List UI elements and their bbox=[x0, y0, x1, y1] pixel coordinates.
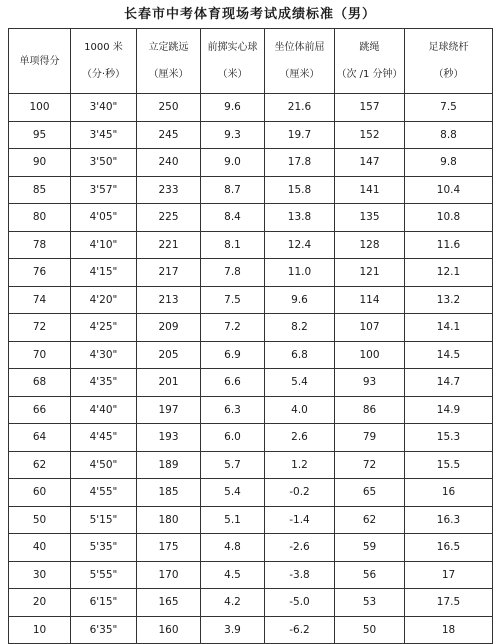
cell-score: 68 bbox=[9, 369, 71, 397]
table-row bbox=[9, 149, 493, 177]
header-sit-and-reach bbox=[265, 29, 335, 94]
header-score bbox=[9, 29, 71, 94]
header-rope-skipping-label: 跳绳 bbox=[359, 42, 380, 53]
header-1000m-unit: （分·秒） bbox=[81, 69, 126, 80]
table-row bbox=[9, 589, 493, 617]
table-row bbox=[9, 286, 493, 314]
cell-sit-and-reach: 19.7 bbox=[265, 121, 335, 149]
cell-medicine-ball: 3.9 bbox=[201, 616, 265, 644]
cell-sit-and-reach: 9.6 bbox=[265, 286, 335, 314]
cell-sit-and-reach: 11.0 bbox=[265, 259, 335, 287]
cell-standing-long-jump: 197 bbox=[137, 396, 201, 424]
cell-sit-and-reach: -3.8 bbox=[265, 561, 335, 589]
cell-1000m: 4'20" bbox=[71, 286, 137, 314]
header-standing-long-jump-unit: （厘米） bbox=[148, 69, 189, 80]
cell-score: 76 bbox=[9, 259, 71, 287]
cell-score: 64 bbox=[9, 424, 71, 452]
cell-sit-and-reach: -5.0 bbox=[265, 589, 335, 617]
cell-football-dribble: 17.5 bbox=[405, 589, 493, 617]
cell-medicine-ball: 7.5 bbox=[201, 286, 265, 314]
cell-sit-and-reach: 21.6 bbox=[265, 94, 335, 122]
cell-football-dribble: 13.2 bbox=[405, 286, 493, 314]
cell-rope-skipping: 152 bbox=[335, 121, 405, 149]
cell-1000m: 4'35" bbox=[71, 369, 137, 397]
cell-1000m: 5'35" bbox=[71, 534, 137, 562]
cell-score: 70 bbox=[9, 341, 71, 369]
cell-score: 74 bbox=[9, 286, 71, 314]
cell-rope-skipping: 59 bbox=[335, 534, 405, 562]
cell-football-dribble: 8.8 bbox=[405, 121, 493, 149]
cell-score: 72 bbox=[9, 314, 71, 342]
cell-standing-long-jump: 209 bbox=[137, 314, 201, 342]
cell-score: 62 bbox=[9, 451, 71, 479]
cell-rope-skipping: 62 bbox=[335, 506, 405, 534]
cell-medicine-ball: 9.3 bbox=[201, 121, 265, 149]
cell-rope-skipping: 56 bbox=[335, 561, 405, 589]
header-football-dribble-unit: （秒） bbox=[433, 69, 464, 80]
cell-score: 100 bbox=[9, 94, 71, 122]
cell-rope-skipping: 79 bbox=[335, 424, 405, 452]
cell-1000m: 5'15" bbox=[71, 506, 137, 534]
cell-1000m: 4'25" bbox=[71, 314, 137, 342]
cell-score: 95 bbox=[9, 121, 71, 149]
cell-medicine-ball: 5.7 bbox=[201, 451, 265, 479]
cell-sit-and-reach: 15.8 bbox=[265, 176, 335, 204]
cell-medicine-ball: 6.0 bbox=[201, 424, 265, 452]
table-row bbox=[9, 314, 493, 342]
header-standing-long-jump bbox=[137, 29, 201, 94]
cell-football-dribble: 14.9 bbox=[405, 396, 493, 424]
header-sit-and-reach-unit: （厘米） bbox=[279, 69, 320, 80]
cell-standing-long-jump: 180 bbox=[137, 506, 201, 534]
header-rope-skipping bbox=[335, 29, 405, 94]
cell-1000m: 6'15" bbox=[71, 589, 137, 617]
table-row bbox=[9, 616, 493, 644]
cell-football-dribble: 17 bbox=[405, 561, 493, 589]
cell-standing-long-jump: 175 bbox=[137, 534, 201, 562]
table-row bbox=[9, 121, 493, 149]
cell-1000m: 3'40" bbox=[71, 94, 137, 122]
cell-football-dribble: 9.8 bbox=[405, 149, 493, 177]
score-standards-table bbox=[8, 28, 493, 644]
cell-1000m: 4'40" bbox=[71, 396, 137, 424]
cell-medicine-ball: 4.2 bbox=[201, 589, 265, 617]
header-medicine-ball-label: 前掷实心球 bbox=[207, 42, 258, 53]
cell-score: 90 bbox=[9, 149, 71, 177]
header-medicine-ball-unit: （米） bbox=[217, 69, 248, 80]
cell-1000m: 5'55" bbox=[71, 561, 137, 589]
cell-score: 66 bbox=[9, 396, 71, 424]
cell-score: 60 bbox=[9, 479, 71, 507]
cell-score: 10 bbox=[9, 616, 71, 644]
cell-football-dribble: 15.5 bbox=[405, 451, 493, 479]
cell-football-dribble: 14.5 bbox=[405, 341, 493, 369]
cell-standing-long-jump: 213 bbox=[137, 286, 201, 314]
cell-sit-and-reach: -0.2 bbox=[265, 479, 335, 507]
cell-score: 80 bbox=[9, 204, 71, 232]
cell-football-dribble: 7.5 bbox=[405, 94, 493, 122]
cell-medicine-ball: 6.3 bbox=[201, 396, 265, 424]
cell-standing-long-jump: 240 bbox=[137, 149, 201, 177]
header-medicine-ball bbox=[201, 29, 265, 94]
table-header-row bbox=[9, 29, 493, 94]
cell-football-dribble: 18 bbox=[405, 616, 493, 644]
table-row bbox=[9, 424, 493, 452]
cell-sit-and-reach: 17.8 bbox=[265, 149, 335, 177]
cell-football-dribble: 14.1 bbox=[405, 314, 493, 342]
cell-1000m: 4'15" bbox=[71, 259, 137, 287]
cell-football-dribble: 14.7 bbox=[405, 369, 493, 397]
table-row bbox=[9, 534, 493, 562]
cell-1000m: 3'57" bbox=[71, 176, 137, 204]
header-1000m-label: 1000 米 bbox=[84, 42, 123, 53]
cell-rope-skipping: 147 bbox=[335, 149, 405, 177]
cell-medicine-ball: 7.2 bbox=[201, 314, 265, 342]
cell-rope-skipping: 93 bbox=[335, 369, 405, 397]
cell-standing-long-jump: 160 bbox=[137, 616, 201, 644]
table-row bbox=[9, 451, 493, 479]
cell-sit-and-reach: 12.4 bbox=[265, 231, 335, 259]
table-row bbox=[9, 341, 493, 369]
cell-medicine-ball: 8.4 bbox=[201, 204, 265, 232]
cell-rope-skipping: 50 bbox=[335, 616, 405, 644]
cell-medicine-ball: 7.8 bbox=[201, 259, 265, 287]
cell-sit-and-reach: 2.6 bbox=[265, 424, 335, 452]
cell-standing-long-jump: 185 bbox=[137, 479, 201, 507]
cell-score: 78 bbox=[9, 231, 71, 259]
cell-rope-skipping: 128 bbox=[335, 231, 405, 259]
cell-sit-and-reach: 8.2 bbox=[265, 314, 335, 342]
cell-1000m: 4'45" bbox=[71, 424, 137, 452]
cell-1000m: 4'55" bbox=[71, 479, 137, 507]
cell-standing-long-jump: 189 bbox=[137, 451, 201, 479]
cell-rope-skipping: 65 bbox=[335, 479, 405, 507]
cell-standing-long-jump: 225 bbox=[137, 204, 201, 232]
cell-1000m: 4'10" bbox=[71, 231, 137, 259]
cell-standing-long-jump: 193 bbox=[137, 424, 201, 452]
cell-football-dribble: 10.8 bbox=[405, 204, 493, 232]
cell-medicine-ball: 4.5 bbox=[201, 561, 265, 589]
cell-sit-and-reach: 4.0 bbox=[265, 396, 335, 424]
cell-rope-skipping: 157 bbox=[335, 94, 405, 122]
cell-rope-skipping: 114 bbox=[335, 286, 405, 314]
header-1000m bbox=[71, 29, 137, 94]
header-sit-and-reach-label: 坐位体前屈 bbox=[274, 42, 325, 53]
table-row bbox=[9, 231, 493, 259]
cell-standing-long-jump: 165 bbox=[137, 589, 201, 617]
cell-sit-and-reach: -2.6 bbox=[265, 534, 335, 562]
cell-1000m: 3'50" bbox=[71, 149, 137, 177]
cell-football-dribble: 10.4 bbox=[405, 176, 493, 204]
table-row bbox=[9, 396, 493, 424]
cell-sit-and-reach: 6.8 bbox=[265, 341, 335, 369]
cell-standing-long-jump: 233 bbox=[137, 176, 201, 204]
table-row bbox=[9, 259, 493, 287]
cell-1000m: 3'45" bbox=[71, 121, 137, 149]
table-row bbox=[9, 176, 493, 204]
cell-football-dribble: 11.6 bbox=[405, 231, 493, 259]
cell-standing-long-jump: 201 bbox=[137, 369, 201, 397]
cell-rope-skipping: 141 bbox=[335, 176, 405, 204]
cell-sit-and-reach: -6.2 bbox=[265, 616, 335, 644]
cell-football-dribble: 15.3 bbox=[405, 424, 493, 452]
table-body bbox=[9, 94, 493, 644]
cell-medicine-ball: 6.6 bbox=[201, 369, 265, 397]
header-rope-skipping-unit: （次 /1 分钟） bbox=[336, 69, 403, 80]
cell-rope-skipping: 86 bbox=[335, 396, 405, 424]
cell-medicine-ball: 5.4 bbox=[201, 479, 265, 507]
table-row bbox=[9, 369, 493, 397]
cell-football-dribble: 12.1 bbox=[405, 259, 493, 287]
cell-sit-and-reach: 1.2 bbox=[265, 451, 335, 479]
cell-football-dribble: 16 bbox=[405, 479, 493, 507]
cell-sit-and-reach: -1.4 bbox=[265, 506, 335, 534]
cell-medicine-ball: 6.9 bbox=[201, 341, 265, 369]
cell-rope-skipping: 100 bbox=[335, 341, 405, 369]
table-row bbox=[9, 204, 493, 232]
header-score-label: 单项得分 bbox=[19, 55, 60, 67]
cell-medicine-ball: 5.1 bbox=[201, 506, 265, 534]
cell-standing-long-jump: 221 bbox=[137, 231, 201, 259]
cell-medicine-ball: 9.0 bbox=[201, 149, 265, 177]
cell-medicine-ball: 4.8 bbox=[201, 534, 265, 562]
cell-score: 20 bbox=[9, 589, 71, 617]
table-row bbox=[9, 561, 493, 589]
header-football-dribble bbox=[405, 29, 493, 94]
header-football-dribble-label: 足球绕杆 bbox=[428, 42, 469, 53]
cell-rope-skipping: 107 bbox=[335, 314, 405, 342]
cell-1000m: 4'30" bbox=[71, 341, 137, 369]
cell-1000m: 4'05" bbox=[71, 204, 137, 232]
cell-score: 85 bbox=[9, 176, 71, 204]
table-row bbox=[9, 479, 493, 507]
cell-score: 30 bbox=[9, 561, 71, 589]
cell-sit-and-reach: 13.8 bbox=[265, 204, 335, 232]
cell-score: 50 bbox=[9, 506, 71, 534]
cell-football-dribble: 16.5 bbox=[405, 534, 493, 562]
cell-football-dribble: 16.3 bbox=[405, 506, 493, 534]
cell-standing-long-jump: 217 bbox=[137, 259, 201, 287]
cell-rope-skipping: 135 bbox=[335, 204, 405, 232]
cell-1000m: 4'50" bbox=[71, 451, 137, 479]
cell-standing-long-jump: 170 bbox=[137, 561, 201, 589]
cell-rope-skipping: 53 bbox=[335, 589, 405, 617]
cell-medicine-ball: 9.6 bbox=[201, 94, 265, 122]
cell-medicine-ball: 8.1 bbox=[201, 231, 265, 259]
cell-1000m: 6'35" bbox=[71, 616, 137, 644]
table-row bbox=[9, 94, 493, 122]
cell-rope-skipping: 72 bbox=[335, 451, 405, 479]
cell-standing-long-jump: 245 bbox=[137, 121, 201, 149]
header-standing-long-jump-label: 立定跳远 bbox=[148, 42, 189, 53]
cell-standing-long-jump: 205 bbox=[137, 341, 201, 369]
cell-standing-long-jump: 250 bbox=[137, 94, 201, 122]
table-row bbox=[9, 506, 493, 534]
page-title: 长春市中考体育现场考试成绩标准（男） bbox=[123, 7, 376, 22]
cell-sit-and-reach: 5.4 bbox=[265, 369, 335, 397]
cell-medicine-ball: 8.7 bbox=[201, 176, 265, 204]
cell-score: 40 bbox=[9, 534, 71, 562]
cell-rope-skipping: 121 bbox=[335, 259, 405, 287]
